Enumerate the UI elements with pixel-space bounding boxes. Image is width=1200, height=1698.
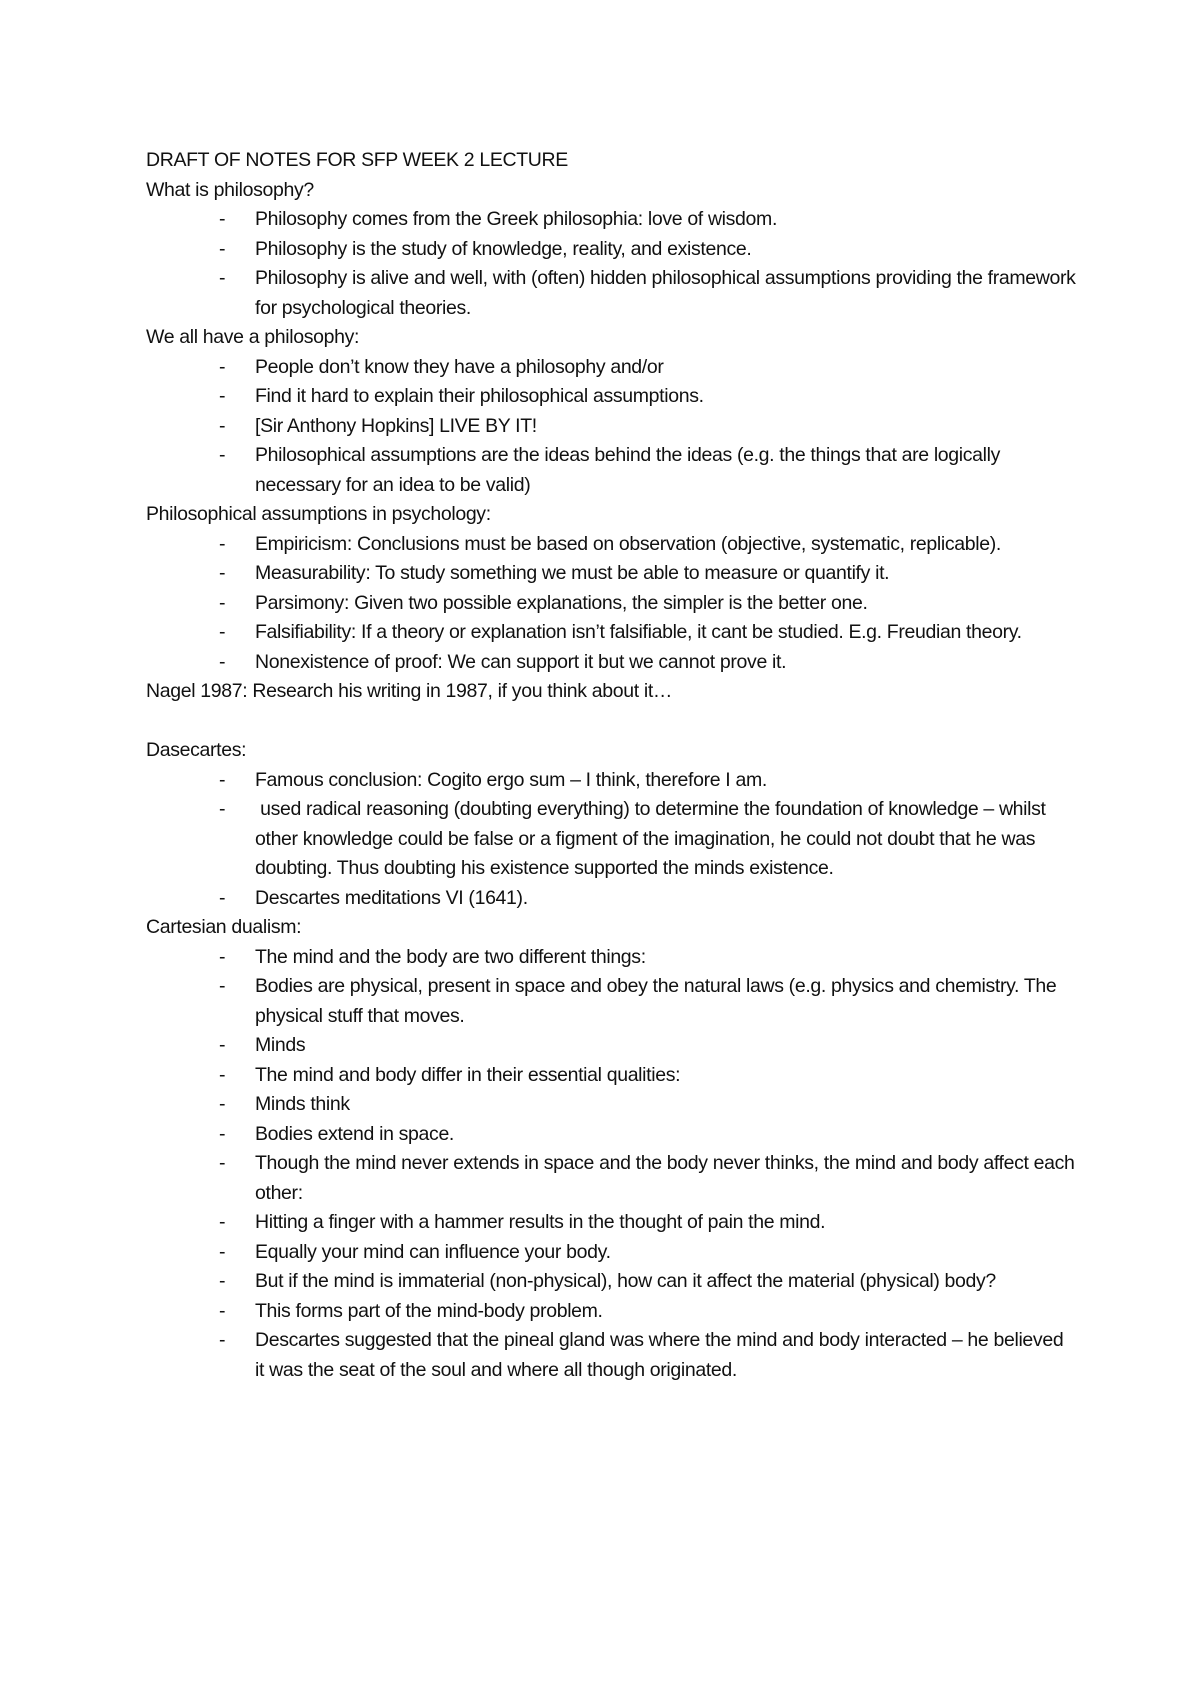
dash-marker: - bbox=[219, 267, 226, 289]
list-item-text: Philosophy is alive and well, with (often) hidden philosophical assumptions providing the framework for psychological theories. bbox=[255, 267, 1076, 319]
list-item bbox=[146, 648, 1076, 678]
list-item bbox=[146, 1208, 1076, 1238]
dash-marker: - bbox=[219, 1211, 226, 1233]
list-item-text: Philosophy comes from the Greek philosophia: love of wisdom. bbox=[255, 208, 778, 230]
list-item bbox=[146, 559, 1076, 589]
dash-marker: - bbox=[219, 355, 226, 378]
list-item-text: Descartes meditations VI (1641). bbox=[255, 886, 528, 909]
section-heading-philosophical-assumptions: Philosophical assumptions in psychology: bbox=[146, 503, 491, 525]
bullet-list-dasecartes bbox=[146, 766, 1076, 914]
list-item bbox=[146, 205, 1076, 235]
dash-marker: - bbox=[219, 1093, 226, 1115]
list-item-text: Bodies are physical, present in space and obey the natural laws (e.g. physics and chemistry. The physical stuff that moves. bbox=[255, 975, 1057, 1027]
list-item-text: Though the mind never extends in space and the body never thinks, the mind and body affect each other: bbox=[255, 1152, 1075, 1204]
list-item-text: Famous conclusion: Cogito ergo sum – I think, therefore I am. bbox=[255, 768, 767, 791]
document-body bbox=[146, 146, 1076, 1385]
list-item-text: The mind and the body are two different things: bbox=[255, 945, 646, 968]
list-item-text: Minds think bbox=[255, 1093, 350, 1115]
dash-marker: - bbox=[219, 385, 226, 407]
list-item bbox=[146, 972, 1076, 1031]
list-item bbox=[146, 1149, 1076, 1208]
list-item-text: Parsimony: Given two possible explanations, the simpler is the better one. bbox=[255, 591, 868, 614]
list-item-text: Equally your mind can influence your body. bbox=[255, 1240, 611, 1263]
list-item bbox=[146, 884, 1076, 914]
list-item-text: [Sir Anthony Hopkins] LIVE BY IT! bbox=[255, 414, 537, 437]
dash-marker: - bbox=[219, 621, 226, 643]
list-item bbox=[146, 943, 1076, 973]
dash-marker: - bbox=[219, 1122, 226, 1145]
dash-marker: - bbox=[219, 650, 226, 673]
bullet-list-cartesian-dualism bbox=[146, 943, 1076, 1386]
section-heading-cartesian-dualism: Cartesian dualism: bbox=[146, 916, 302, 938]
dash-marker: - bbox=[219, 208, 226, 230]
list-item bbox=[146, 618, 1076, 648]
list-item bbox=[146, 353, 1076, 383]
list-item bbox=[146, 1238, 1076, 1268]
list-item bbox=[146, 1120, 1076, 1150]
dash-marker: - bbox=[219, 768, 226, 791]
list-item bbox=[146, 1090, 1076, 1120]
dash-marker: - bbox=[219, 562, 226, 584]
document-title: DRAFT OF NOTES FOR SFP WEEK 2 LECTURE bbox=[146, 149, 568, 171]
section-heading-we-all-have-a-philosophy: We all have a philosophy: bbox=[146, 326, 360, 348]
list-item-text: Falsifiability: If a theory or explanation isn’t falsifiable, it cant be studied. E.g. Freudian theory. bbox=[255, 621, 1022, 643]
list-item bbox=[146, 264, 1076, 323]
list-item bbox=[146, 1326, 1076, 1385]
list-item bbox=[146, 589, 1076, 619]
list-item-text: Philosophy is the study of knowledge, reality, and existence. bbox=[255, 237, 752, 260]
dash-marker: - bbox=[219, 444, 226, 466]
list-item-text: Empiricism: Conclusions must be based on observation (objective, systematic, replicable). bbox=[255, 532, 1001, 555]
dash-marker: - bbox=[219, 1063, 226, 1086]
list-item bbox=[146, 1297, 1076, 1327]
list-item-text: Measurability: To study something we must be able to measure or quantify it. bbox=[255, 562, 890, 584]
list-item bbox=[146, 412, 1076, 442]
list-item bbox=[146, 1031, 1076, 1061]
dash-marker: - bbox=[219, 1299, 226, 1322]
list-item-text: Hitting a finger with a hammer results in the thought of pain the mind. bbox=[255, 1211, 826, 1233]
section-heading-nagel: Nagel 1987: Research his writing in 1987, if you think about it… bbox=[146, 680, 673, 702]
dash-marker: - bbox=[219, 1329, 226, 1351]
dash-marker: - bbox=[219, 237, 226, 260]
list-item-text: People don’t know they have a philosophy and/or bbox=[255, 355, 664, 378]
dash-marker: - bbox=[219, 1270, 226, 1292]
blank-line bbox=[146, 707, 1076, 737]
dash-marker: - bbox=[219, 886, 226, 909]
list-item-text: Descartes suggested that the pineal gland was where the mind and body interacted – he believed it was the seat of the soul and where all though originated. bbox=[255, 1329, 1064, 1381]
dash-marker: - bbox=[219, 414, 226, 437]
list-item bbox=[146, 382, 1076, 412]
list-item bbox=[146, 441, 1076, 500]
bullet-list-philosophical-assumptions bbox=[146, 530, 1076, 678]
list-item bbox=[146, 530, 1076, 560]
dash-marker: - bbox=[219, 798, 226, 820]
list-item-text: But if the mind is immaterial (non-physical), how can it affect the material (physical) body? bbox=[255, 1270, 996, 1292]
dash-marker: - bbox=[219, 945, 226, 968]
list-item-text: This forms part of the mind-body problem. bbox=[255, 1299, 603, 1322]
dash-marker: - bbox=[219, 1034, 226, 1056]
dash-marker: - bbox=[219, 532, 226, 555]
section-heading-dasecartes: Dasecartes: bbox=[146, 739, 247, 761]
list-item bbox=[146, 235, 1076, 265]
list-item-text: Philosophical assumptions are the ideas behind the ideas (e.g. the things that are logically necessary for an idea to be valid) bbox=[255, 444, 1001, 496]
list-item-text: The mind and body differ in their essential qualities: bbox=[255, 1063, 681, 1086]
bullet-list-what-is-philosophy bbox=[146, 205, 1076, 323]
list-item-text: Bodies extend in space. bbox=[255, 1122, 455, 1145]
list-item bbox=[146, 1267, 1076, 1297]
bullet-list-we-all-have-a-philosophy bbox=[146, 353, 1076, 501]
section-heading-what-is-philosophy: What is philosophy? bbox=[146, 178, 314, 201]
list-item-text: Find it hard to explain their philosophical assumptions. bbox=[255, 385, 704, 407]
list-item bbox=[146, 766, 1076, 796]
list-item bbox=[146, 1061, 1076, 1091]
list-item bbox=[146, 795, 1076, 884]
dash-marker: - bbox=[219, 1152, 226, 1174]
dash-marker: - bbox=[219, 975, 226, 997]
list-item-text: used radical reasoning (doubting everything) to determine the foundation of knowledge – whilst other knowledge could be false or a figment of the imagination, he could not doubt that he was doubting. Thus doubting his existence supported the minds existence. bbox=[255, 798, 1051, 879]
list-item-text: Minds bbox=[255, 1034, 306, 1056]
dash-marker: - bbox=[219, 591, 226, 614]
list-item-text: Nonexistence of proof: We can support it but we cannot prove it. bbox=[255, 650, 787, 673]
dash-marker: - bbox=[219, 1240, 226, 1263]
